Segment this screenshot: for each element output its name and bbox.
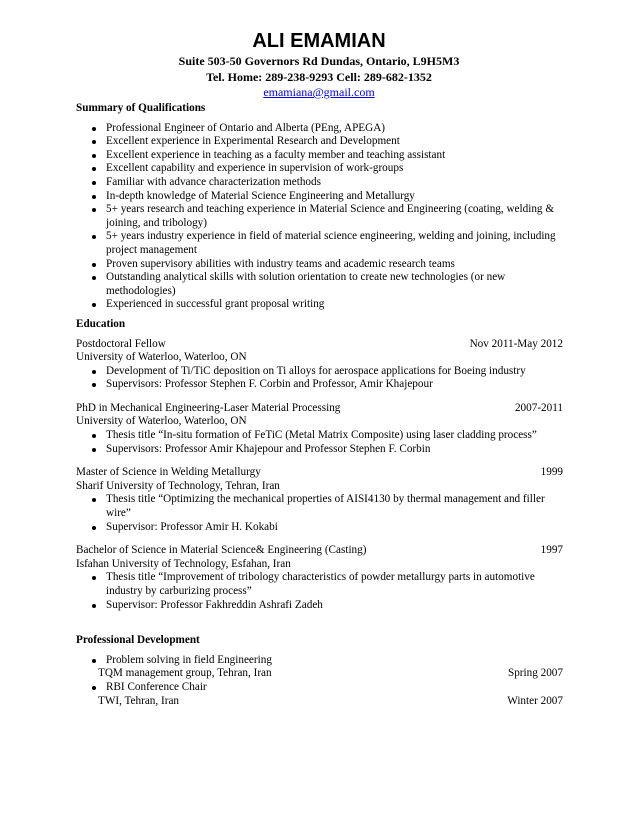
list-item: 5+ years industry experience in field of material science engineering, welding and joining, including project management <box>76 230 563 257</box>
list-item: In-depth knowledge of Material Science Engineering and Metallurgy <box>76 190 563 204</box>
resume-body <box>76 102 563 708</box>
list-item: Thesis title “Optimizing the mechanical properties of AISI4130 by thermal management and filler wire” <box>76 493 563 520</box>
list-item: Excellent capability and experience in supervision of work-groups <box>76 162 563 176</box>
degree-title: Postdoctoral Fellow <box>76 337 166 350</box>
education-heading: Education <box>76 317 126 330</box>
education-entry <box>76 338 563 392</box>
list-item: Proven supervisory abilities with industry teams and academic research teams <box>76 258 563 272</box>
institution: Sharif University of Technology, Tehran, Iran <box>76 479 280 492</box>
list-item: Thesis title “In-situ formation of FeTiC (Metal Matrix Composite) using laser cladding process” <box>76 429 563 443</box>
list-item: Problem solving in field Engineering <box>76 654 563 668</box>
candidate-name: ALI EMAMIAN <box>252 30 386 52</box>
list-item: RBI Conference Chair <box>76 681 563 695</box>
phone-line: Tel. Home: 289-238-9293 Cell: 289-682-1352 <box>206 70 432 84</box>
professional-development-heading: Professional Development <box>76 634 200 647</box>
list-item: Development of Ti/TiC deposition on Ti alloys for aerospace applications for Boeing industry <box>76 365 563 379</box>
education-entry <box>76 466 563 534</box>
institution: Isfahan University of Technology, Esfahan, Iran <box>76 557 291 570</box>
degree-title: Master of Science in Welding Metallurgy <box>76 466 261 479</box>
degree-date: 1997 <box>540 544 563 557</box>
pd-entry <box>76 681 563 708</box>
list-item: Professional Engineer of Ontario and Alberta (PEng, APEGA) <box>76 122 563 136</box>
list-item: Experienced in successful grant proposal writing <box>76 298 563 312</box>
list-item: Familiar with advance characterization methods <box>76 176 563 190</box>
summary-heading: Summary of Qualifications <box>76 102 206 114</box>
education-entry <box>76 402 563 456</box>
list-item: Thesis title “Improvement of tribology characteristics of powder metallurgy parts in automotive industry by carburizing process” <box>76 571 563 598</box>
degree-date: Nov 2011-May 2012 <box>469 337 563 350</box>
list-item: Supervisor: Professor Amir H. Kokabi <box>76 521 563 535</box>
list-item: 5+ years research and teaching experience in Material Science and Engineering (coating, welding & joining, and tribology) <box>76 203 563 230</box>
degree-title: Bachelor of Science in Material Science& Engineering (Casting) <box>76 544 367 557</box>
institution: University of Waterloo, Waterloo, ON <box>76 415 247 428</box>
degree-date: 1999 <box>540 466 563 479</box>
list-item: Supervisors: Professor Stephen F. Corbin and Professor, Amir Khajepour <box>76 378 563 392</box>
degree-date: 2007-2011 <box>514 401 563 414</box>
list-item: Excellent experience in teaching as a faculty member and teaching assistant <box>76 149 563 163</box>
email-link[interactable]: emamiana@gmail.com <box>263 85 375 99</box>
resume-header <box>0 0 638 101</box>
pd-organization: TQM management group, Tehran, Iran <box>98 667 272 680</box>
pd-date: Winter 2007 <box>507 694 563 707</box>
pd-organization: TWI, Tehran, Iran <box>98 694 180 707</box>
pd-date: Spring 2007 <box>507 667 563 680</box>
education-entry <box>76 544 563 612</box>
degree-title: PhD in Mechanical Engineering-Laser Material Processing <box>76 401 341 414</box>
list-item: Supervisors: Professor Amir Khajepour and Professor Stephen F. Corbin <box>76 443 563 457</box>
institution: University of Waterloo, Waterloo, ON <box>76 351 247 364</box>
address-line: Suite 503-50 Governors Rd Dundas, Ontario, L9H5M3 <box>178 54 460 68</box>
pd-entry <box>76 654 563 681</box>
list-item: Excellent experience in Experimental Research and Development <box>76 135 563 149</box>
list-item: Outstanding analytical skills with solution orientation to create new technologies (or new methodologies) <box>76 271 563 298</box>
list-item: Supervisor: Professor Fakhreddin Ashrafi Zadeh <box>76 599 563 613</box>
summary-list <box>76 122 563 312</box>
